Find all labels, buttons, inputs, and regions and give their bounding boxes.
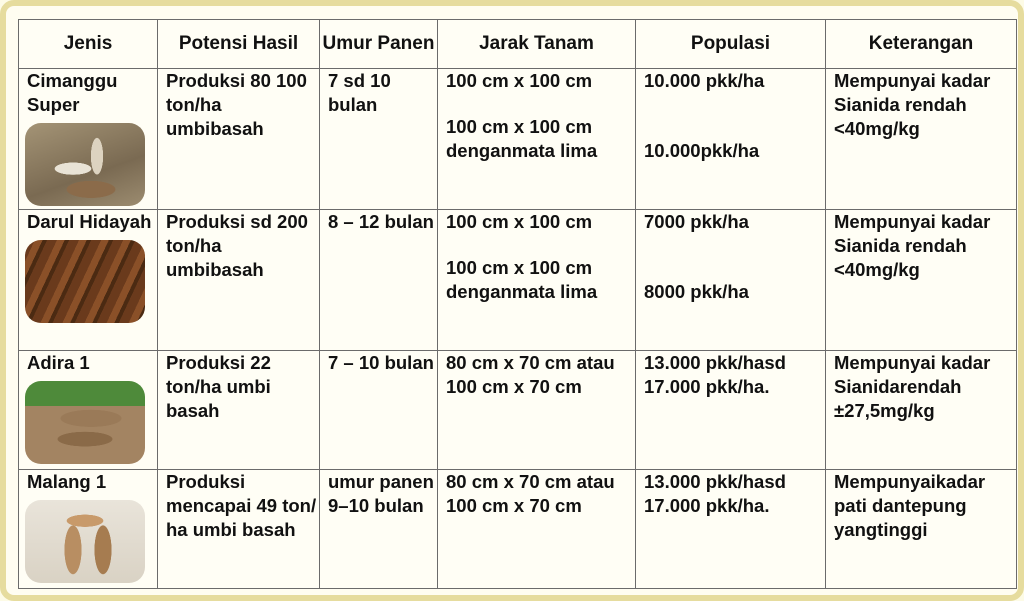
- header-umur: Umur Panen: [320, 20, 438, 69]
- table-row: [19, 470, 1017, 589]
- potensi-cell: Produksi sd 200 ton/ha umbibasah: [158, 210, 320, 351]
- populasi-cell: [636, 69, 826, 210]
- populasi-cell: 13.000 pkk/hasd 17.000 pkk/ha.: [636, 351, 826, 470]
- header-potensi: Potensi Hasil: [158, 20, 320, 69]
- potensi-cell: Produksi mencapai 49 ton/ ha umbi basah: [158, 470, 320, 589]
- jarak-value-alt: 100 cm x 100 cm denganmata lima: [446, 257, 598, 302]
- jarak-cell: [438, 210, 636, 351]
- umur-cell: 8 – 12 bulan: [320, 210, 438, 351]
- table-row: [19, 210, 1017, 351]
- cassava-tubers-photo: [25, 500, 145, 583]
- variety-name: Adira 1: [27, 352, 90, 373]
- variety-name: Darul Hidayah: [27, 211, 152, 232]
- jenis-cell: [19, 351, 158, 470]
- jenis-cell: [19, 69, 158, 210]
- header-jarak: Jarak Tanam: [438, 20, 636, 69]
- potensi-cell: Produksi 80 100 ton/ha umbibasah: [158, 69, 320, 210]
- jenis-cell: [19, 210, 158, 351]
- table-row: [19, 69, 1017, 210]
- populasi-value-alt: 8000 pkk/ha: [644, 281, 749, 302]
- variety-name: Cimanggu Super: [27, 70, 118, 115]
- jarak-value: 100 cm x 100 cm: [446, 70, 593, 91]
- jarak-cell: 80 cm x 70 cm atau 100 cm x 70 cm: [438, 470, 636, 589]
- populasi-cell: 13.000 pkk/hasd 17.000 pkk/ha.: [636, 470, 826, 589]
- cassava-varieties-table: [18, 19, 1017, 589]
- jarak-cell: 80 cm x 70 cm atau 100 cm x 70 cm: [438, 351, 636, 470]
- jarak-value: 100 cm x 100 cm: [446, 211, 593, 232]
- table-row: [19, 351, 1017, 470]
- umur-cell: 7 – 10 bulan: [320, 351, 438, 470]
- umur-cell: 7 sd 10 bulan: [320, 69, 438, 210]
- keterangan-cell: Mempunyaikadar pati dantepung yangtinggi: [826, 470, 1017, 589]
- header-row: [19, 20, 1017, 69]
- potensi-cell: Produksi 22 ton/ha umbi basah: [158, 351, 320, 470]
- jenis-cell: [19, 470, 158, 589]
- populasi-cell: [636, 210, 826, 351]
- populasi-value: 10.000 pkk/ha: [644, 70, 765, 91]
- header-keterangan: Keterangan: [826, 20, 1017, 69]
- populasi-value: 7000 pkk/ha: [644, 211, 749, 232]
- populasi-value-alt: 10.000pkk/ha: [644, 140, 760, 161]
- cassava-tubers-photo: [25, 240, 145, 323]
- cassava-plant-photo: [25, 123, 145, 206]
- keterangan-cell: Mempunyai kadar Sianida rendah <40mg/kg: [826, 210, 1017, 351]
- variety-name: Malang 1: [27, 471, 107, 492]
- keterangan-cell: Mempunyai kadar Sianidarendah ±27,5mg/kg: [826, 351, 1017, 470]
- header-populasi: Populasi: [636, 20, 826, 69]
- keterangan-cell: Mempunyai kadar Sianida rendah <40mg/kg: [826, 69, 1017, 210]
- jarak-cell: [438, 69, 636, 210]
- cassava-tubers-photo: [25, 381, 145, 464]
- jarak-value-alt: 100 cm x 100 cm denganmata lima: [446, 116, 598, 161]
- header-jenis: Jenis: [19, 20, 158, 69]
- umur-cell: umur panen 9–10 bulan: [320, 470, 438, 589]
